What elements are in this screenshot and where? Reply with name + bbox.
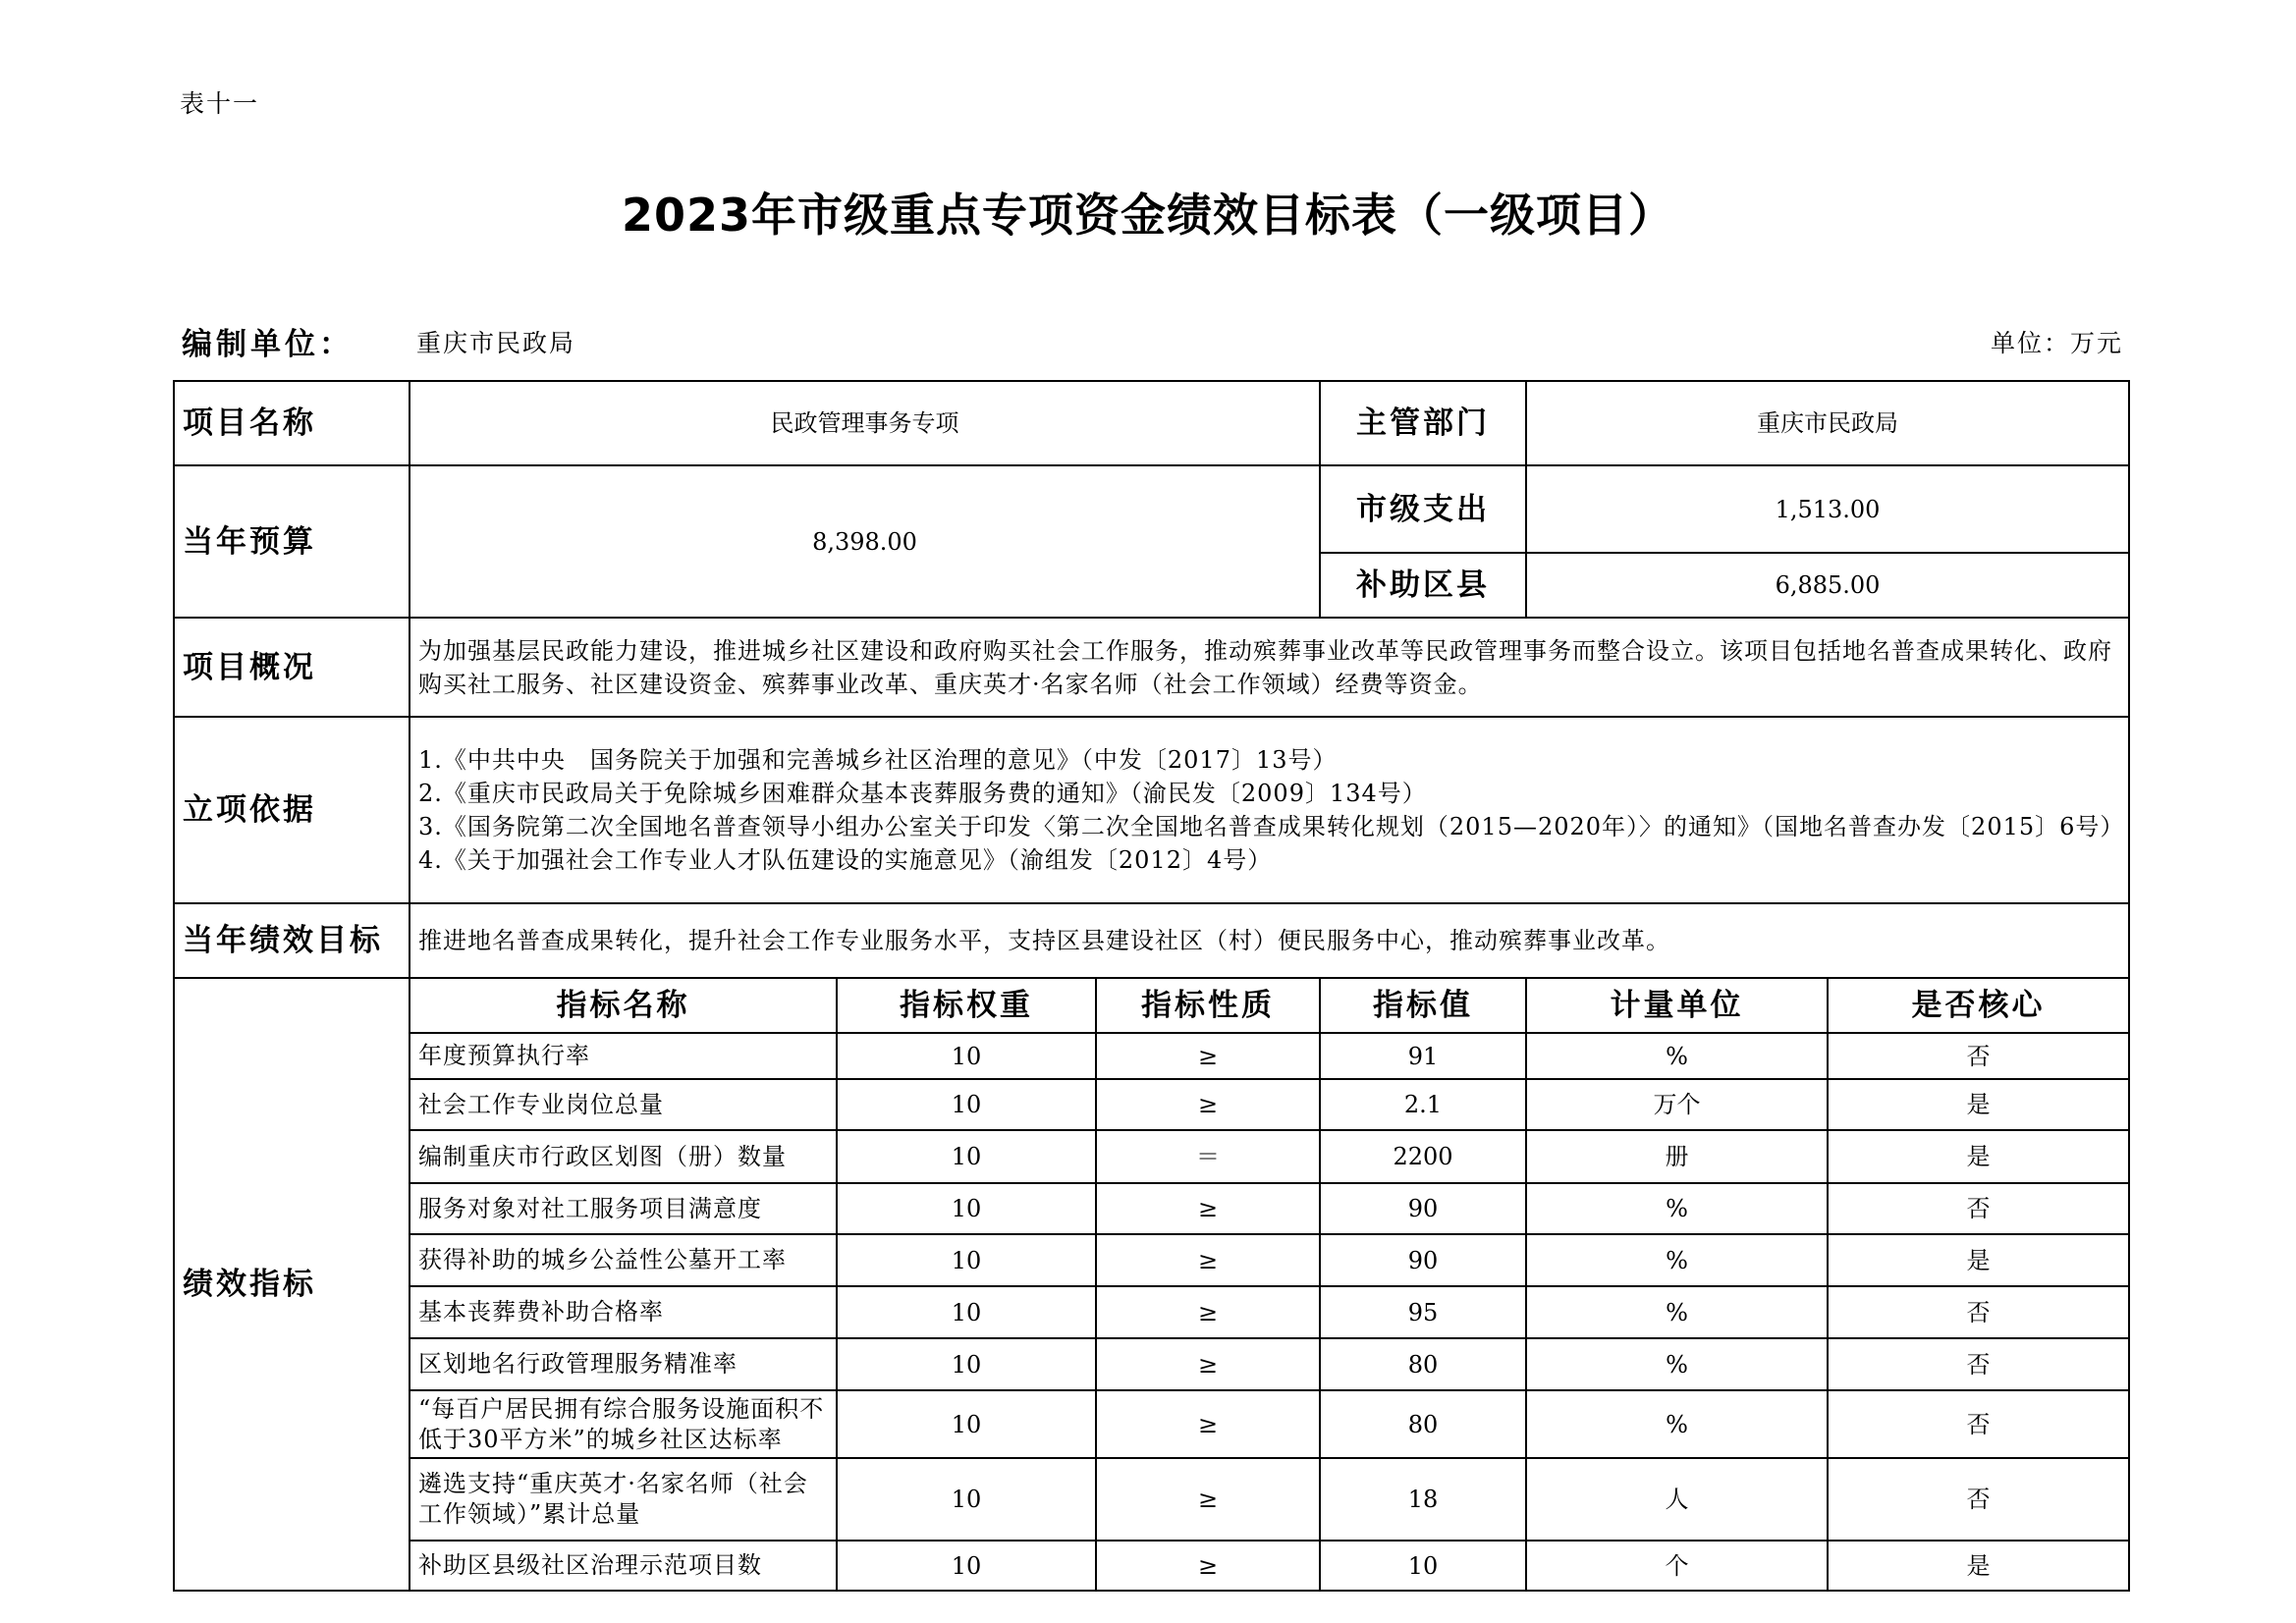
- indicator-nature: ≥: [1096, 1541, 1320, 1591]
- indicator-core: 否: [1828, 1458, 2129, 1541]
- overview-text: 为加强基层民政能力建设，推进城乡社区建设和政府购买社会工作服务，推动殡葬事业改革等民政管理事务而整合设立。该项目包括地名普查成果转化、政府购买社工服务、社区建设资金、殡葬事业改革、重庆英才·名家名师（社会工作领域）经费等资金。: [410, 618, 2129, 717]
- indicator-unit: 万个: [1526, 1079, 1828, 1130]
- row-basis: [174, 717, 2129, 903]
- indicator-row: [174, 1338, 2129, 1390]
- indicator-value: 95: [1320, 1286, 1526, 1338]
- performance-table: [173, 380, 2130, 1592]
- indicator-weight: 10: [837, 1183, 1096, 1234]
- indicator-name: 遴选支持“重庆英才·名家名师（社会工作领域）”累计总量: [410, 1458, 837, 1541]
- overview-label: 项目概况: [174, 618, 410, 717]
- indicator-name: 基本丧葬费补助合格率: [410, 1286, 837, 1338]
- indicator-nature: ≥: [1096, 1390, 1320, 1458]
- indicator-value: 80: [1320, 1338, 1526, 1390]
- indicator-name: 获得补助的城乡公益性公墓开工率: [410, 1234, 837, 1286]
- indicator-row: [174, 1183, 2129, 1234]
- document-label: 表十一: [180, 89, 260, 118]
- dept-label: 主管部门: [1320, 381, 1526, 465]
- indicator-value: 18: [1320, 1458, 1526, 1541]
- budget-value: 8,398.00: [410, 465, 1320, 618]
- indicator-core: 是: [1828, 1541, 2129, 1591]
- compiling-unit-label: 编制单位：: [182, 327, 354, 362]
- compiling-unit-value: 重庆市民政局: [416, 329, 576, 357]
- dept-value: 重庆市民政局: [1526, 381, 2129, 465]
- indicator-nature: ＝: [1096, 1130, 1320, 1183]
- indicator-core: 否: [1828, 1033, 2129, 1079]
- indicator-row: [174, 1130, 2129, 1183]
- indicator-unit: 个: [1526, 1541, 1828, 1591]
- indicator-row: [174, 1458, 2129, 1541]
- indicator-name: 补助区县级社区治理示范项目数: [410, 1541, 837, 1591]
- indicator-value: 10: [1320, 1541, 1526, 1591]
- indicator-unit: %: [1526, 1338, 1828, 1390]
- indicator-header-weight: 指标权重: [837, 978, 1096, 1033]
- indicator-weight: 10: [837, 1130, 1096, 1183]
- indicators-label: 绩效指标: [174, 978, 410, 1591]
- indicator-row: [174, 1079, 2129, 1130]
- basis-item: 3.《国务院第二次全国地名普查领导小组办公室关于印发〈第二次全国地名普查成果转化规划（2015—2020年）〉的通知》（国地名普查办发〔2015〕6号）: [418, 813, 2125, 840]
- indicator-weight: 10: [837, 1458, 1096, 1541]
- indicator-unit: %: [1526, 1183, 1828, 1234]
- page-title: 2023年市级重点专项资金绩效目标表（一级项目）: [621, 189, 1675, 242]
- indicator-core: 否: [1828, 1390, 2129, 1458]
- indicator-core: 是: [1828, 1130, 2129, 1183]
- row-goal: [174, 903, 2129, 978]
- indicator-header-core: 是否核心: [1828, 978, 2129, 1033]
- indicator-weight: 10: [837, 1390, 1096, 1458]
- row-overview: [174, 618, 2129, 717]
- indicator-weight: 10: [837, 1079, 1096, 1130]
- indicator-value: 90: [1320, 1234, 1526, 1286]
- indicator-nature: ≥: [1096, 1079, 1320, 1130]
- indicator-name: 编制重庆市行政区划图（册）数量: [410, 1130, 837, 1183]
- basis-label: 立项依据: [174, 717, 410, 903]
- indicator-nature: ≥: [1096, 1458, 1320, 1541]
- indicator-value: 2.1: [1320, 1079, 1526, 1130]
- basis-item: 1.《中共中央 国务院关于加强和完善城乡社区治理的意见》（中发〔2017〕13号）: [418, 746, 1338, 774]
- row-project-name: [174, 381, 2129, 465]
- indicator-nature: ≥: [1096, 1286, 1320, 1338]
- indicator-row: [174, 1390, 2129, 1458]
- indicator-unit: %: [1526, 1286, 1828, 1338]
- indicator-weight: 10: [837, 1234, 1096, 1286]
- indicator-core: 是: [1828, 1079, 2129, 1130]
- indicator-header-nature: 指标性质: [1096, 978, 1320, 1033]
- indicator-unit: %: [1526, 1033, 1828, 1079]
- subsidy-label: 补助区县: [1320, 553, 1526, 618]
- row-budget: [174, 465, 2129, 553]
- indicator-core: 否: [1828, 1286, 2129, 1338]
- indicator-unit: %: [1526, 1390, 1828, 1458]
- indicator-header-row: [174, 978, 2129, 1033]
- indicator-header-unit: 计量单位: [1526, 978, 1828, 1033]
- project-name-value: 民政管理事务专项: [410, 381, 1320, 465]
- indicator-nature: ≥: [1096, 1338, 1320, 1390]
- indicator-weight: 10: [837, 1286, 1096, 1338]
- unit-label: 单位：万元: [1990, 329, 2123, 357]
- indicator-nature: ≥: [1096, 1234, 1320, 1286]
- indicator-unit: 人: [1526, 1458, 1828, 1541]
- city-spend-label: 市级支出: [1320, 465, 1526, 553]
- budget-label: 当年预算: [174, 465, 410, 618]
- indicator-value: 2200: [1320, 1130, 1526, 1183]
- indicator-core: 是: [1828, 1234, 2129, 1286]
- indicator-unit: 册: [1526, 1130, 1828, 1183]
- indicator-name: “每百户居民拥有综合服务设施面积不低于30平方米”的城乡社区达标率: [410, 1390, 837, 1458]
- indicator-nature: ≥: [1096, 1183, 1320, 1234]
- basis-list: [410, 717, 2129, 903]
- indicator-weight: 10: [837, 1541, 1096, 1591]
- basis-item: 4.《关于加强社会工作专业人才队伍建设的实施意见》（渝组发〔2012〕4号）: [418, 846, 1273, 874]
- goal-text: 推进地名普查成果转化，提升社会工作专业服务水平，支持区县建设社区（村）便民服务中心，推动殡葬事业改革。: [410, 903, 2129, 978]
- indicator-unit: %: [1526, 1234, 1828, 1286]
- indicator-weight: 10: [837, 1033, 1096, 1079]
- indicator-value: 80: [1320, 1390, 1526, 1458]
- indicator-row: [174, 1234, 2129, 1286]
- indicator-header-name: 指标名称: [410, 978, 837, 1033]
- indicator-name: 年度预算执行率: [410, 1033, 837, 1079]
- city-spend-value: 1,513.00: [1526, 465, 2129, 553]
- indicator-header-value: 指标值: [1320, 978, 1526, 1033]
- indicator-value: 90: [1320, 1183, 1526, 1234]
- subsidy-value: 6,885.00: [1526, 553, 2129, 618]
- indicator-name: 服务对象对社工服务项目满意度: [410, 1183, 837, 1234]
- project-name-label: 项目名称: [174, 381, 410, 465]
- indicator-row: [174, 1286, 2129, 1338]
- indicator-nature: ≥: [1096, 1033, 1320, 1079]
- indicator-core: 否: [1828, 1183, 2129, 1234]
- basis-item: 2.《重庆市民政局关于免除城乡困难群众基本丧葬服务费的通知》（渝民发〔2009〕134号）: [418, 780, 1427, 807]
- indicator-core: 否: [1828, 1338, 2129, 1390]
- goal-label: 当年绩效目标: [174, 903, 410, 978]
- indicator-value: 91: [1320, 1033, 1526, 1079]
- indicator-row: [174, 1033, 2129, 1079]
- indicator-row: [174, 1541, 2129, 1591]
- indicator-name: 社会工作专业岗位总量: [410, 1079, 837, 1130]
- indicator-name: 区划地名行政管理服务精准率: [410, 1338, 837, 1390]
- indicator-weight: 10: [837, 1338, 1096, 1390]
